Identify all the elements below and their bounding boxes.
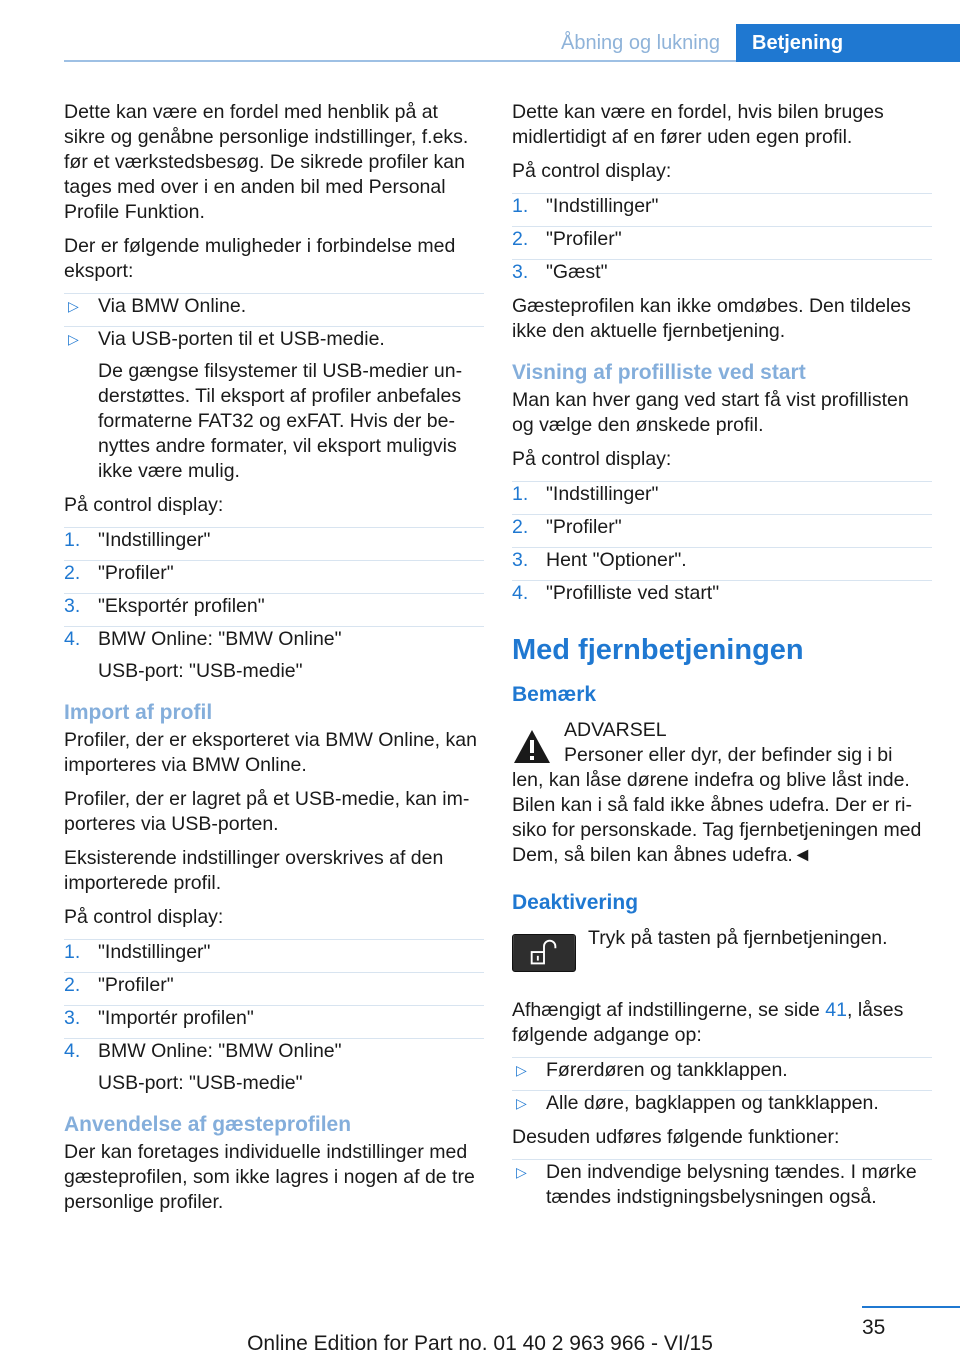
list-item bbox=[64, 593, 484, 619]
step-text: BMW Online: "BMW Online" bbox=[98, 628, 342, 650]
import-steps-list bbox=[64, 939, 484, 1096]
header-chapter-tab: Betjening bbox=[736, 24, 960, 62]
paragraph: Profiler, der er eksporteret via BMW Online, kan importeres via BMW Online. bbox=[64, 729, 477, 776]
list-item bbox=[64, 1005, 484, 1031]
warning-box bbox=[512, 718, 932, 868]
step-number: 2. bbox=[64, 974, 81, 996]
step-number: 3. bbox=[512, 549, 529, 571]
list-item bbox=[512, 193, 932, 219]
remote-control-heading: Med fjernbetjeningen bbox=[512, 634, 804, 666]
step-text: BMW Online: "BMW Online" bbox=[98, 1040, 342, 1062]
footer-edition: Online Edition for Part no. 01 40 2 963 966 - VI/15 bbox=[247, 1332, 713, 1355]
paragraph bbox=[512, 998, 932, 1048]
step-number: 2. bbox=[64, 562, 81, 584]
import-heading: Import af profil bbox=[64, 701, 213, 724]
list-item-text: Via USB-porten til et USB-medie. bbox=[98, 328, 385, 350]
step-number: 3. bbox=[64, 595, 81, 617]
list-item bbox=[512, 514, 932, 540]
list-item bbox=[512, 1057, 932, 1083]
step-number: 1. bbox=[512, 483, 529, 505]
list-item bbox=[64, 326, 484, 484]
paragraph: Man kan hver gang ved start få vist profillisten og vælge den ønskede profil. bbox=[512, 389, 909, 436]
footer-rule bbox=[862, 1306, 960, 1308]
warning-icon bbox=[512, 728, 552, 766]
list-item bbox=[512, 547, 932, 573]
step-number: 2. bbox=[512, 228, 529, 250]
warning-text: len, kan låse dørene indefra og blive låst inde. Bilen kan i så fald ikke åbnes udefra. Der er risiko for personskade. Tag fjernbetjeningen med Dem, så bilen kan åbnes udefra.◄ bbox=[512, 769, 922, 866]
paragraph: Der er følgende muligheder i forbindelse med eksport: bbox=[64, 235, 456, 282]
page-header bbox=[0, 0, 960, 62]
list-item-text: Den indvendige belysning tændes. I mørke tændes indstigningsbelysningen også. bbox=[546, 1161, 917, 1208]
right-column bbox=[512, 100, 932, 1219]
export-options-list bbox=[64, 293, 484, 484]
list-item bbox=[512, 481, 932, 507]
step-subtext: USB-port: "USB-medie" bbox=[98, 1072, 303, 1094]
triangle-bullet-icon: ▷ bbox=[516, 1062, 527, 1078]
list-item-note: De gængse filsystemer til USB-medier understøttes. Til eksport af profiler anbefales formaterne FAT32 og exFAT. Hvis der benyttes andre formater, vil eksport muligvis ikke være mulig. bbox=[98, 360, 463, 482]
list-item bbox=[64, 626, 484, 684]
step-text: "Indstillinger" bbox=[98, 529, 211, 551]
startlist-heading: Visning af profilliste ved start bbox=[512, 361, 806, 384]
key-instruction bbox=[512, 926, 932, 992]
step-number: 1. bbox=[512, 195, 529, 217]
note-heading: Bemærk bbox=[512, 683, 597, 706]
text-fragment: , låses følgende adgange op: bbox=[512, 999, 904, 1046]
list-item bbox=[512, 580, 932, 606]
paragraph: På control display: bbox=[512, 448, 672, 470]
step-number: 4. bbox=[512, 582, 529, 604]
deactivation-text: Tryk på tasten på fjernbetjeningen. bbox=[588, 927, 888, 949]
list-item bbox=[64, 560, 484, 586]
list-item bbox=[512, 226, 932, 252]
triangle-bullet-icon: ▷ bbox=[516, 1164, 527, 1180]
list-item-text: Alle døre, bagklappen og tankklappen. bbox=[546, 1092, 879, 1114]
export-steps-list bbox=[64, 527, 484, 684]
triangle-bullet-icon: ▷ bbox=[68, 298, 79, 314]
paragraph: Der kan foretages individuelle indstillinger med gæsteprofilen, som ikke lagres i nogen af de tre personlige profiler. bbox=[64, 1141, 475, 1213]
paragraph: Eksisterende indstillinger overskrives af den importerede profil. bbox=[64, 847, 444, 894]
list-item bbox=[512, 1159, 932, 1210]
guest-steps-list bbox=[512, 193, 932, 285]
deactivation-heading: Deaktivering bbox=[512, 891, 639, 914]
step-text: "Indstillinger" bbox=[546, 195, 659, 217]
list-item bbox=[64, 293, 484, 319]
step-text: "Profiler" bbox=[98, 562, 174, 584]
warning-first-line: Personer eller dyr, der befinder sig i bi bbox=[564, 744, 893, 766]
unlock-button-icon bbox=[512, 934, 576, 972]
paragraph: På control display: bbox=[64, 494, 224, 516]
paragraph: Dette kan være en fordel med henblik på at sikre og genåbne personlige indstillinger, f.eks. før et værkstedsbesøg. De sikrede profiler kan tages med over i en anden bil med Personal Profile Funktion. bbox=[64, 101, 469, 223]
guest-profile-heading: Anvendelse af gæsteprofilen bbox=[64, 1113, 352, 1136]
list-item bbox=[512, 1090, 932, 1116]
step-text: "Profiler" bbox=[546, 516, 622, 538]
step-number: 1. bbox=[64, 941, 81, 963]
list-item-text: Førerdøren og tankklappen. bbox=[546, 1059, 788, 1081]
step-number: 2. bbox=[512, 516, 529, 538]
warning-label: ADVARSEL bbox=[564, 719, 667, 741]
triangle-bullet-icon: ▷ bbox=[516, 1095, 527, 1111]
paragraph: På control display: bbox=[512, 160, 672, 182]
step-subtext: USB-port: "USB-medie" bbox=[98, 660, 303, 682]
list-item-text: Via BMW Online. bbox=[98, 295, 247, 317]
step-number: 4. bbox=[64, 628, 81, 650]
step-text: "Profiler" bbox=[546, 228, 622, 250]
step-number: 3. bbox=[512, 261, 529, 283]
page-number: 35 bbox=[862, 1316, 886, 1339]
list-item bbox=[64, 972, 484, 998]
list-item bbox=[64, 527, 484, 553]
step-text: "Indstillinger" bbox=[546, 483, 659, 505]
header-section-title: Åbning og lukning bbox=[560, 32, 720, 54]
header-rule bbox=[64, 60, 736, 62]
left-column bbox=[64, 100, 484, 1224]
step-text: "Indstillinger" bbox=[98, 941, 211, 963]
step-text: "Profiler" bbox=[98, 974, 174, 996]
list-item bbox=[64, 939, 484, 965]
paragraph: Profiler, der er lagret på et USB-medie, kan importeres via USB-porten. bbox=[64, 788, 470, 835]
paragraph: På control display: bbox=[64, 906, 224, 928]
paragraph: Gæsteprofilen kan ikke omdøbes. Den tildeles ikke den aktuelle fjernbetjening. bbox=[512, 295, 911, 342]
step-number: 3. bbox=[64, 1007, 81, 1029]
step-number: 4. bbox=[64, 1040, 81, 1062]
list-item bbox=[512, 259, 932, 285]
list-item bbox=[64, 1038, 484, 1096]
step-number: 1. bbox=[64, 529, 81, 551]
step-text: "Importér profilen" bbox=[98, 1007, 254, 1029]
functions-list bbox=[512, 1159, 932, 1210]
paragraph: Dette kan være en fordel, hvis bilen bruges midlertidigt af en fører uden egen profil. bbox=[512, 101, 884, 148]
step-text: "Profilliste ved start" bbox=[546, 582, 720, 604]
text-fragment: Afhængigt af indstillingerne, se side bbox=[512, 999, 826, 1021]
step-text: "Gæst" bbox=[546, 261, 608, 283]
step-text: "Eksportér profilen" bbox=[98, 595, 265, 617]
paragraph: Desuden udføres følgende funktioner: bbox=[512, 1126, 840, 1148]
step-text: Hent "Optioner". bbox=[546, 549, 687, 571]
startlist-steps-list bbox=[512, 481, 932, 606]
unlock-items-list bbox=[512, 1057, 932, 1116]
page-reference-link[interactable]: 41 bbox=[825, 999, 847, 1021]
triangle-bullet-icon: ▷ bbox=[68, 331, 79, 347]
